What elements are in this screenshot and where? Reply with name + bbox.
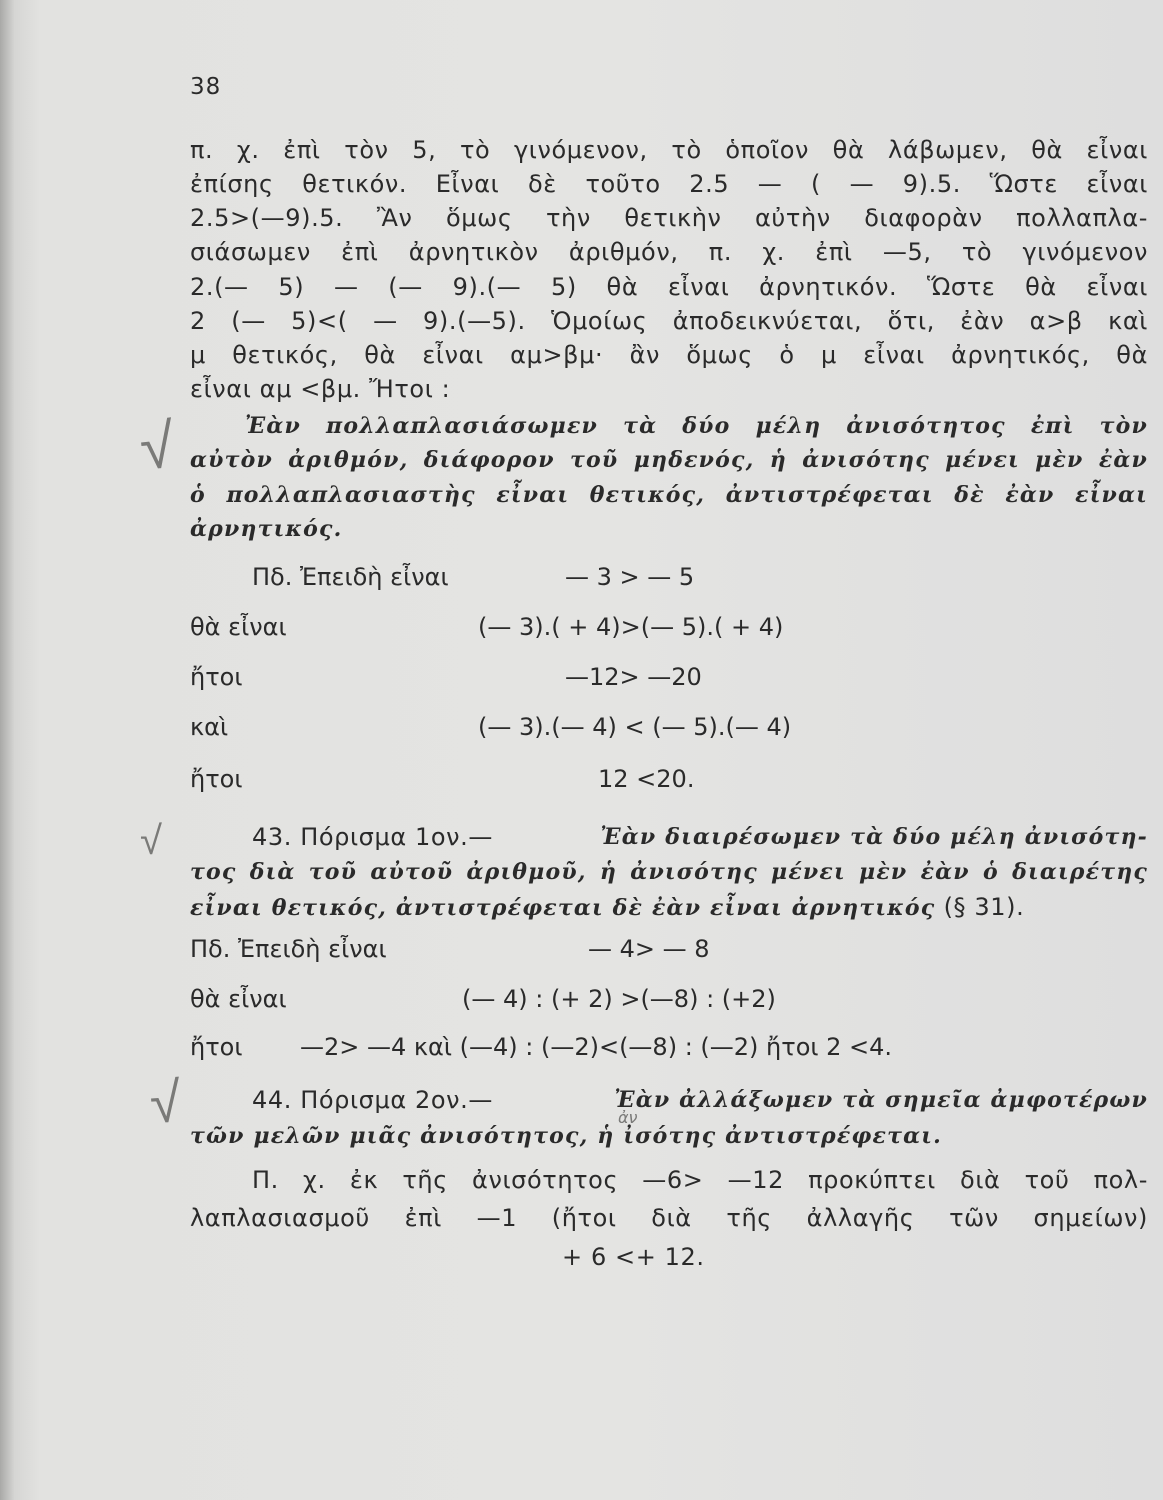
corollary-text: Ἐὰν διαιρέσωμεν τὰ δύο μέλη ἀνισότη-	[600, 824, 1148, 850]
corollary-heading-line	[252, 820, 1148, 854]
theorem-line: αὐτὸν ἀριθμόν, διάφορον τοῦ μηδενός, ἡ ἀνισότης μένει μὲν ἐὰν	[190, 447, 1148, 473]
example-label: θὰ εἶναι	[190, 613, 287, 641]
page-binding-edge	[0, 0, 14, 1500]
theorem-line: Ἐὰν πολλαπλασιάσωμεν τὰ δύο μέλη ἀνισότητος ἐπὶ τὸν	[245, 413, 1148, 439]
page-number: 38	[190, 74, 222, 100]
corollary-line: τῶν μελῶν μιᾶς ἀνισότητος, ἡ ἰσότης ἀντιστρέφεται.	[190, 1123, 942, 1149]
paragraph-line: μ θετικός, θὰ εἶναι αμ>βμ· ἂν ὅμως ὁ μ εἶναι ἀρνητικός, θὰ	[190, 341, 1148, 369]
corollary-number: 43. Πόρισμα 1ον.—	[252, 823, 494, 851]
example-expression: —2> —4 καὶ (—4) : (—2)<(—8) : (—2) ἤτοι 2 <4.	[300, 1033, 893, 1061]
example-label: Πδ. Ἐπειδὴ εἶναι	[190, 935, 387, 963]
example-label: ἤτοι	[190, 1033, 243, 1061]
example-expression: — 3 > — 5	[565, 563, 695, 591]
pencil-correction: ἀν	[618, 1108, 638, 1127]
corollary-number: 44. Πόρισμα 2ον.—	[252, 1086, 494, 1114]
pencil-check-mark: √	[147, 1070, 183, 1137]
paragraph-line: 2 (— 5)<( — 9).(—5). Ὁμοίως ἀποδεικνύεται, ὅτι, ἐὰν α>β καὶ	[190, 307, 1148, 335]
paragraph-line: 2.(— 5) — (— 9).(— 5) θὰ εἶναι ἀρνητικόν. Ὥστε θὰ εἶναι	[190, 273, 1148, 301]
example-label: θὰ εἶναι	[190, 985, 287, 1013]
paragraph-line: εἶναι αμ <βμ. Ἤτοι :	[190, 375, 451, 403]
example-expression: — 4> — 8	[588, 935, 710, 963]
example-expression: (— 3).(— 4) < (— 5).(— 4)	[478, 713, 792, 741]
example-label: καὶ	[190, 713, 229, 741]
example-expression: (— 3).( + 4)>(— 5).( + 4)	[478, 613, 784, 641]
paragraph-line: 2.5>(—9).5. Ἂν ὅμως τὴν θετικὴν αὐτὴν διαφορὰν πολλαπλα-	[190, 204, 1148, 232]
paragraph-line: λαπλασιασμοῦ ἐπὶ —1 (ἤτοι διὰ τῆς ἀλλαγῆς τῶν σημείων)	[190, 1204, 1148, 1232]
pencil-check-mark: √	[136, 408, 178, 485]
theorem-line: ὁ πολλαπλασιαστὴς εἶναι θετικός, ἀντιστρέφεται δὲ ἐὰν εἶναι	[190, 482, 1148, 508]
example-label: ἤτοι	[190, 663, 243, 691]
paragraph-line: π. χ. ἐπὶ τὸν 5, τὸ γινόμενον, τὸ ὁποῖον θὰ λάβωμεν, θὰ εἶναι	[190, 136, 1148, 164]
pencil-check-mark: √	[140, 818, 162, 864]
paragraph-line: σιάσωμεν ἐπὶ ἀρνητικὸν ἀριθμόν, π. χ. ἐπὶ —5, τὸ γινόμενον	[190, 238, 1148, 266]
example-label: ἤτοι	[190, 765, 243, 793]
corollary-heading-line	[252, 1083, 1148, 1117]
paragraph-line: Π. χ. ἐκ τῆς ἀνισότητος —6> —12 προκύπτει διὰ τοῦ πολ-	[252, 1166, 1148, 1194]
corollary-text: Ἐὰν ἀλλάξωμεν τὰ σημεῖα ἀμφοτέρων	[614, 1087, 1148, 1113]
corollary-line-with-ref	[190, 890, 1148, 925]
paragraph-line: ἐπίσης θετικόν. Εἶναι δὲ τοῦτο 2.5 — ( — 9).5. Ὥστε εἶναι	[190, 170, 1148, 198]
section-reference: (§ 31).	[943, 893, 1025, 921]
corollary-line: τος διὰ τοῦ αὐτοῦ ἀριθμοῦ, ἡ ἀνισότης μένει μὲν ἐὰν ὁ διαιρέτης	[190, 859, 1148, 885]
example-expression: —12> —20	[565, 663, 702, 691]
theorem-line: ἀρνητικός.	[190, 516, 343, 542]
paragraph-line: + 6 <+ 12.	[562, 1243, 705, 1271]
example-expression: (— 4) : (+ 2) >(—8) : (+2)	[462, 985, 776, 1013]
example-label: Πδ. Ἐπειδὴ εἶναι	[252, 563, 449, 591]
example-expression: 12 <20.	[598, 765, 695, 793]
corollary-text: εἶναι θετικός, ἀντιστρέφεται δὲ ἐὰν εἶναι ἀρνητικός	[190, 895, 936, 921]
